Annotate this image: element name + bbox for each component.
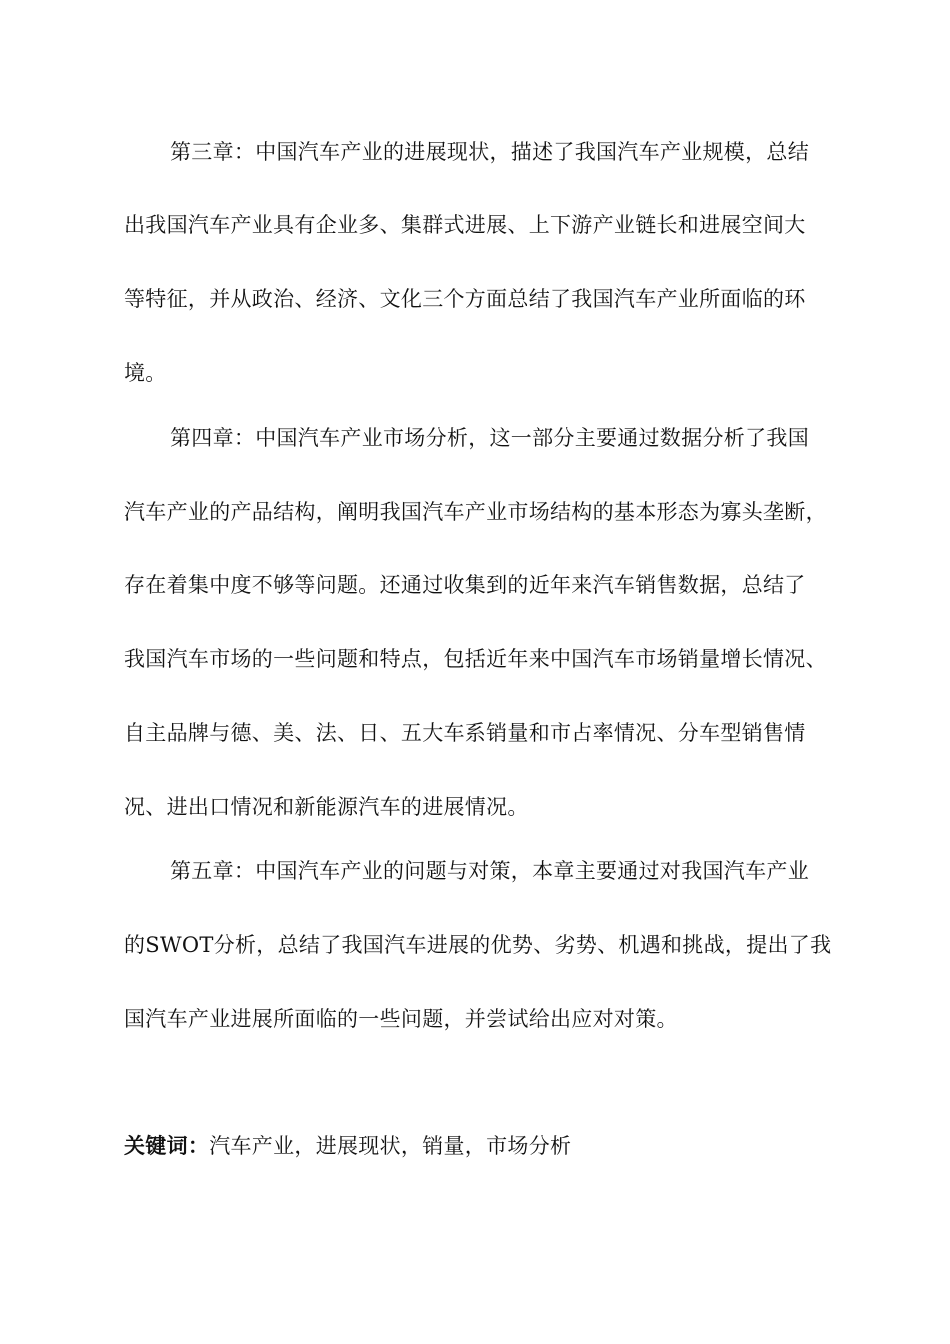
keywords-line [124, 1131, 571, 1161]
text-line: 第四章：中国汽车产业市场分析，这一部分主要通过数据分析了我国 [170, 426, 809, 450]
text-line: 等特征，并从政治、经济、文化三个方面总结了我国汽车产业所面临的环 [124, 287, 806, 311]
text-line: 况、进出口情况和新能源汽车的进展情况。 [124, 795, 529, 819]
text-line: 汽车产业的产品结构，阐明我国汽车产业市场结构的基本形态为寡头垄断， [124, 500, 827, 524]
text-line: 的SWOT分析，总结了我国汽车进展的优势、劣势、机遇和挑战，提出了我 [124, 933, 832, 957]
text-line: 第五章：中国汽车产业的问题与对策，本章主要通过对我国汽车产业 [170, 859, 809, 883]
keywords-value: 汽车产业，进展现状，销量，市场分析 [209, 1134, 572, 1158]
keywords-label: 关键词： [124, 1133, 210, 1158]
text-line: 出我国汽车产业具有企业多、集群式进展、上下游产业链长和进展空间大 [124, 213, 806, 237]
text-line: 第三章：中国汽车产业的进展现状，描述了我国汽车产业规模，总结 [170, 140, 809, 164]
text-line: 我国汽车市场的一些问题和特点，包括近年来中国汽车市场销量增长情况、 [124, 647, 827, 671]
text-line: 国汽车产业进展所面临的一些问题，并尝试给出应对对策。 [124, 1007, 678, 1031]
text-line: 存在着集中度不够等问题。还通过收集到的近年来汽车销售数据，总结了 [124, 573, 806, 597]
text-line: 自主品牌与德、美、法、日、五大车系销量和市占率情况、分车型销售情 [124, 721, 806, 745]
text-line: 境。 [124, 361, 167, 385]
